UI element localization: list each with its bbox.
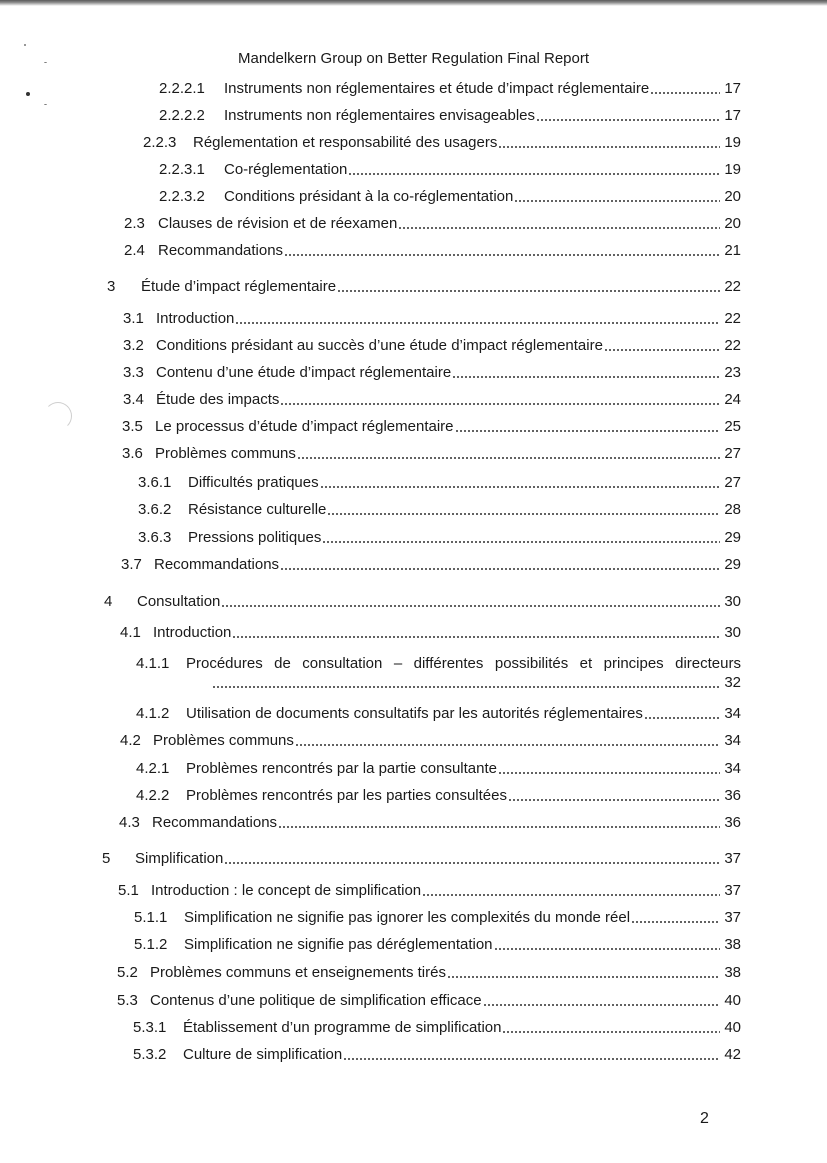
toc-entry-page: 27 — [724, 445, 741, 462]
toc-entry-page: 27 — [724, 474, 741, 491]
toc-entry-page: 25 — [724, 418, 741, 435]
dot-leader — [650, 91, 720, 95]
dot-leader — [284, 253, 720, 257]
toc-entry[interactable] — [118, 882, 741, 900]
toc-entry-page: 19 — [724, 161, 741, 178]
toc-entry[interactable] — [119, 814, 741, 832]
toc-entry[interactable] — [124, 242, 741, 260]
page-number: 2 — [700, 1110, 709, 1127]
dot-leader — [221, 604, 720, 608]
toc-entry[interactable] — [138, 501, 741, 519]
toc-entry-title: Introduction — [153, 624, 232, 641]
toc-entry-number: 4.3 — [119, 814, 140, 831]
toc-entry[interactable] — [136, 787, 741, 805]
toc-entry[interactable] — [117, 992, 741, 1010]
toc-entry[interactable] — [159, 80, 741, 98]
dot-leader — [348, 172, 720, 176]
toc-entry-title: Problèmes communs — [153, 732, 294, 749]
dot-leader — [514, 199, 720, 203]
toc-entry-title: Recommandations — [154, 556, 280, 573]
toc-entry-number: 3.6.1 — [138, 474, 172, 491]
toc-entry[interactable] — [134, 909, 741, 927]
toc-entry[interactable] — [120, 624, 741, 642]
toc-entry-first-line — [136, 654, 741, 673]
dot-leader — [455, 429, 721, 433]
toc-entry-number: 3.3 — [123, 364, 144, 381]
dot-leader — [337, 289, 720, 293]
dot-leader — [452, 375, 720, 379]
toc-entry-title: Problèmes communs et enseignements tirés — [150, 964, 446, 981]
toc-entry-number: 3.1 — [123, 310, 144, 327]
toc-entry-page: 38 — [724, 964, 741, 981]
toc-entry-page: 28 — [724, 501, 741, 518]
dot-leader — [297, 456, 720, 460]
toc-entry-number: 2.2.2.2 — [159, 107, 205, 124]
dot-leader — [644, 716, 720, 720]
toc-entry[interactable] — [122, 418, 741, 436]
dot-leader — [631, 920, 720, 924]
toc-entry-title: Étude d’impact réglementaire — [141, 278, 337, 295]
dot-leader — [322, 540, 720, 544]
dot-leader — [232, 635, 720, 639]
toc-entry-number: 5.1 — [118, 882, 139, 899]
dot-leader — [280, 402, 720, 406]
toc-entry[interactable] — [102, 850, 741, 868]
toc-entry-page: 23 — [724, 364, 741, 381]
toc-entry[interactable] — [117, 964, 741, 982]
dot-leader — [327, 512, 720, 516]
toc-entry-title: Problèmes rencontrés par les parties consultées — [186, 787, 507, 804]
dot-leader — [212, 685, 720, 689]
toc-entry-page: 17 — [724, 107, 741, 124]
toc-entry-page: 29 — [724, 556, 741, 573]
dot-leader — [422, 893, 720, 897]
dot-leader — [483, 1003, 720, 1007]
toc-entry-page: 30 — [724, 593, 741, 610]
toc-entry-title: Contenu d’une étude d’impact réglementaire — [156, 364, 452, 381]
toc-entry-page: 20 — [724, 188, 741, 205]
dot-leader — [508, 798, 720, 802]
toc-entry-number: 5.3 — [117, 992, 138, 1009]
toc-entry[interactable] — [120, 732, 741, 750]
toc-entry-title: Étude des impacts — [156, 391, 280, 408]
toc-entry-title: Introduction — [156, 310, 235, 327]
toc-entry[interactable] — [134, 936, 741, 954]
toc-entry-number: 3.6.2 — [138, 501, 172, 518]
toc-entry-title: Simplification ne signifie pas déréglementation — [184, 936, 493, 953]
toc-entry-title: Introduction : le concept de simplification — [151, 882, 422, 899]
toc-entry-page: 36 — [724, 814, 741, 831]
toc-entry-page: 34 — [724, 732, 741, 749]
dot-leader — [502, 1030, 720, 1034]
toc-entry-title: Conditions présidant à la co-réglementation — [224, 188, 514, 205]
toc-entry-page: 34 — [724, 705, 741, 722]
toc-entry-number: 2.2.3.1 — [159, 161, 205, 178]
dot-leader — [235, 321, 720, 325]
toc-entry-title: Simplification ne signifie pas ignorer les complexités du monde réel — [184, 909, 631, 926]
toc-entry-title: Recommandations — [152, 814, 278, 831]
toc-entry-page: 42 — [724, 1046, 741, 1063]
toc-entry-number: 2.2.2.1 — [159, 80, 205, 97]
toc-entry[interactable] — [123, 337, 741, 355]
toc-entry[interactable] — [133, 1019, 741, 1037]
toc-entry-title: Co-réglementation — [224, 161, 348, 178]
toc-entry-number: 4.1.2 — [136, 705, 170, 722]
dot-leader — [604, 348, 720, 352]
toc-entry-page: 21 — [724, 242, 741, 259]
dot-leader — [278, 825, 720, 829]
toc-entry[interactable] — [138, 474, 741, 492]
toc-entry[interactable] — [159, 161, 741, 179]
toc-entry-number: 4.1 — [120, 624, 141, 641]
toc-entry[interactable] — [123, 310, 741, 328]
toc-entry-number: 3.2 — [123, 337, 144, 354]
toc-entry[interactable] — [122, 445, 741, 463]
toc-entry-number: 3.4 — [123, 391, 144, 408]
toc-entry-number: 5.1.1 — [134, 909, 168, 926]
dot-leader — [280, 567, 720, 571]
toc-entry[interactable] — [136, 654, 741, 692]
toc-entry-title: Pressions politiques — [188, 529, 322, 546]
toc-entry[interactable] — [123, 391, 741, 409]
toc-entry-page: 20 — [724, 215, 741, 232]
toc-entry[interactable] — [159, 188, 741, 206]
toc-entry-title: Procédures de consultation – différentes possibilités et principes directeurs — [186, 655, 741, 672]
toc-entry[interactable] — [107, 278, 741, 296]
toc-entry-number: 4 — [104, 593, 113, 610]
toc-entry-second-line — [136, 673, 741, 692]
toc-entry[interactable] — [104, 593, 741, 611]
toc-entry-page: 37 — [724, 882, 741, 899]
toc-entry-number: 5.3.2 — [133, 1046, 167, 1063]
toc-entry-number: 2.2.3 — [143, 134, 177, 151]
toc-entry-page: 24 — [724, 391, 741, 408]
toc-entry-page: 38 — [724, 936, 741, 953]
toc-entry-page: 22 — [724, 310, 741, 327]
toc-entry-title: Simplification — [135, 850, 224, 867]
toc-entry-title: Clauses de révision et de réexamen — [158, 215, 398, 232]
dot-leader — [224, 861, 720, 865]
dot-leader — [320, 485, 720, 489]
dot-leader — [498, 771, 720, 775]
toc-entry-page: 37 — [724, 850, 741, 867]
toc-entry-number: 3 — [107, 278, 116, 295]
toc-entry[interactable] — [124, 215, 741, 233]
toc-entry-page: 34 — [724, 760, 741, 777]
toc-entry-number: 4.2.2 — [136, 787, 170, 804]
dot-leader — [398, 226, 720, 230]
toc-entry-number: 5.3.1 — [133, 1019, 167, 1036]
dot-leader — [447, 975, 720, 979]
toc-entry-title: Résistance culturelle — [188, 501, 327, 518]
toc-entry-title: Instruments non réglementaires envisageables — [224, 107, 536, 124]
toc-entry-title: Le processus d’étude d’impact réglementaire — [155, 418, 454, 435]
dot-leader — [295, 743, 720, 747]
toc-entry-number: 2.4 — [124, 242, 145, 259]
dot-leader — [536, 118, 720, 122]
toc-entry-number: 5 — [102, 850, 111, 867]
dot-leader — [343, 1057, 720, 1061]
toc-entry-page: 40 — [724, 1019, 741, 1036]
toc-entry-number: 3.6.3 — [138, 529, 172, 546]
toc-entry-page: 17 — [724, 80, 741, 97]
toc-entry-number: 4.1.1 — [136, 655, 170, 672]
dot-leader — [498, 145, 720, 149]
toc-entry-title: Recommandations — [158, 242, 284, 259]
toc-entry[interactable] — [136, 705, 741, 723]
toc-entry-number: 4.2.1 — [136, 760, 170, 777]
toc-entry-title: Réglementation et responsabilité des usagers — [193, 134, 498, 151]
dot-leader — [494, 947, 720, 951]
toc-entry-title: Établissement d’un programme de simplification — [183, 1019, 502, 1036]
toc-entry-title: Contenus d’une politique de simplification efficace — [150, 992, 482, 1009]
toc-entry-number: 5.2 — [117, 964, 138, 981]
toc-entry[interactable] — [159, 107, 741, 125]
toc-entry-page: 22 — [724, 278, 741, 295]
toc-entry-title: Problèmes rencontrés par la partie consultante — [186, 760, 498, 777]
toc-entry-title: Conditions présidant au succès d’une étude d’impact réglementaire — [156, 337, 603, 354]
toc-entry[interactable] — [121, 556, 741, 574]
toc-entry[interactable] — [123, 364, 741, 382]
toc-entry-page: 32 — [724, 674, 741, 691]
toc-entry-title: Utilisation de documents consultatifs par les autorités réglementaires — [186, 705, 643, 722]
toc-entry[interactable] — [133, 1046, 741, 1064]
toc-entry[interactable] — [136, 760, 741, 778]
toc-entry-number: 4.2 — [120, 732, 141, 749]
toc-entry-number: 5.1.2 — [134, 936, 168, 953]
report-header: Mandelkern Group on Better Regulation Final Report — [237, 50, 590, 67]
toc-entry-number: 2.2.3.2 — [159, 188, 205, 205]
toc-entry-page: 40 — [724, 992, 741, 1009]
toc-entry-title: Consultation — [137, 593, 221, 610]
toc-entry-number: 3.6 — [122, 445, 143, 462]
toc-entry[interactable] — [138, 529, 741, 547]
toc-entry-title: Culture de simplification — [183, 1046, 343, 1063]
toc-entry-page: 37 — [724, 909, 741, 926]
toc-entry-page: 29 — [724, 529, 741, 546]
toc-entry-page: 36 — [724, 787, 741, 804]
toc-entry-page: 30 — [724, 624, 741, 641]
toc-entry-page: 19 — [724, 134, 741, 151]
toc-entry-page: 22 — [724, 337, 741, 354]
toc-entry-number: 3.7 — [121, 556, 142, 573]
toc-entry-number: 2.3 — [124, 215, 145, 232]
toc-entry-number: 3.5 — [122, 418, 143, 435]
toc-entry[interactable] — [143, 134, 741, 152]
toc-entry-title: Difficultés pratiques — [188, 474, 319, 491]
toc-entry-title: Instruments non réglementaires et étude d’impact réglementaire — [224, 80, 650, 97]
toc-entry-title: Problèmes communs — [155, 445, 296, 462]
